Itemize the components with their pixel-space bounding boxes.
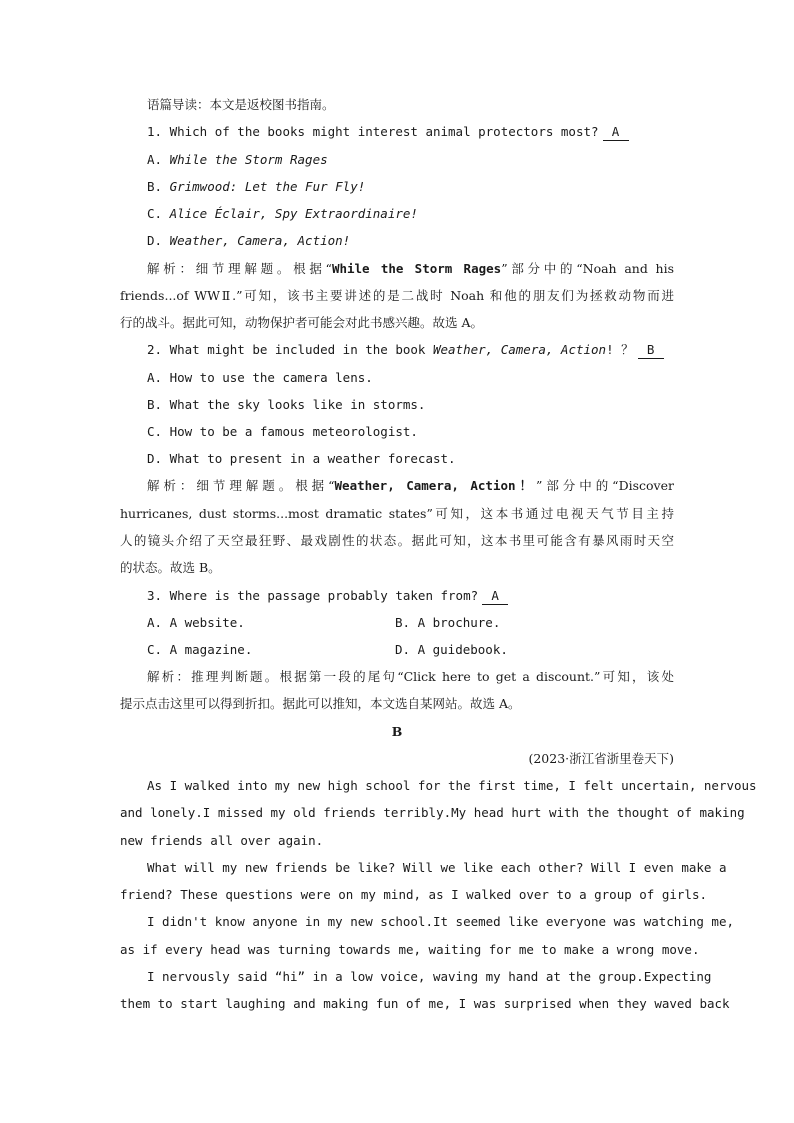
question-1-answer: A bbox=[603, 124, 629, 141]
question-1-analysis-line-3: 行的战斗。据此可知，动物保护者可能会对此书感兴趣。故选 A。 bbox=[120, 315, 484, 330]
option-letter: C. bbox=[147, 206, 170, 221]
question-3-analysis-line-1: 解析：推理判断题。根据第一段的尾句“Click here to get a discount.”可知，该处 bbox=[147, 669, 674, 684]
question-2 bbox=[147, 340, 674, 360]
question-3-options-row-1 bbox=[147, 613, 701, 633]
question-2-option-d: D. What to present in a weather forecast. bbox=[147, 451, 456, 466]
option-title: While the Storm Rages bbox=[169, 152, 328, 167]
analysis-text: 解析：细节理解题。根据“ bbox=[147, 478, 335, 493]
option-letter: A. bbox=[147, 152, 170, 167]
analysis-book-title: While the Storm Rages bbox=[331, 261, 502, 276]
passage-line-2: and lonely.I missed my old friends terribly.My head hurt with the thought of making bbox=[120, 805, 745, 820]
passage-line-7: as if every head was turning towards me, waiting for me to make a wrong move. bbox=[120, 942, 700, 957]
passage-line-5: friend? These questions were on my mind, as I walked over to a group of girls. bbox=[120, 887, 707, 902]
question-3-option-c: C. A magazine. bbox=[147, 642, 253, 657]
analysis-text: ”部分中的“Discover bbox=[535, 478, 674, 493]
question-3-answer: A bbox=[482, 588, 508, 605]
question-2-book-title: Weather, Camera, Action bbox=[432, 342, 607, 357]
question-2-analysis-line-2: hurricanes, dust storms...most dramatic states”可知，这本书通过电视天气节目主持 bbox=[120, 506, 674, 521]
passage-source: (2023·浙江省浙里卷天下) bbox=[528, 751, 674, 766]
option-title: Weather, Camera, Action! bbox=[169, 233, 351, 248]
question-1-analysis-line-1 bbox=[147, 259, 674, 279]
passage-line-3: new friends all over again. bbox=[120, 833, 324, 848]
analysis-text: 解析：细节理解题。根据“ bbox=[147, 261, 332, 276]
question-2-text: 2. What might be included in the book bbox=[147, 342, 433, 357]
analysis-text: ”部分中的“Noah and his bbox=[501, 261, 674, 276]
question-2-option-a: A. How to use the camera lens. bbox=[147, 370, 373, 385]
passage-line-1: As I walked into my new high school for the first time, I felt uncertain, nervous bbox=[147, 778, 757, 793]
option-title: Grimwood: Let the Fur Fly! bbox=[169, 179, 366, 194]
passage-line-9: them to start laughing and making fun of me, I was surprised when they waved back bbox=[120, 996, 730, 1011]
question-1-option-d bbox=[147, 231, 701, 251]
question-1-analysis-line-2: friends...of WWⅡ.”可知，该书主要讲述的是二战时 Noah 和他的朋友们为拯救动物而进 bbox=[120, 288, 674, 303]
option-title: Alice Éclair, Spy Extraordinaire! bbox=[169, 206, 418, 221]
question-2-analysis-line-3: 人的镜头介绍了天空最狂野、最戏剧性的状态。据此可知，这本书里可能含有暴风雨时天空 bbox=[120, 533, 674, 548]
passage-line-4: What will my new friends be like? Will we like each other? Will I even make a bbox=[147, 860, 727, 875]
question-1-text: 1. Which of the books might interest animal protectors most? bbox=[147, 124, 599, 139]
question-3-option-b: B. A brochure. bbox=[395, 615, 501, 630]
question-1-option-b bbox=[147, 177, 701, 197]
question-2-analysis-line-4: 的状态。故选 B。 bbox=[120, 560, 221, 575]
question-2-option-b: B. What the sky looks like in storms. bbox=[147, 397, 426, 412]
section-label: B bbox=[391, 724, 403, 739]
analysis-book-title: Weather, Camera, Action！ bbox=[334, 478, 536, 493]
passage-line-6: I didn't know anyone in my new school.It seemed like everyone was watching me, bbox=[147, 914, 734, 929]
question-3-text: 3. Where is the passage probably taken from? bbox=[147, 588, 479, 603]
question-3-option-d: D. A guidebook. bbox=[395, 642, 508, 657]
question-2-analysis-line-1 bbox=[147, 476, 674, 496]
question-3-option-a: A. A website. bbox=[147, 615, 245, 630]
option-letter: B. bbox=[147, 179, 170, 194]
question-3 bbox=[147, 586, 674, 606]
option-letter: D. bbox=[147, 233, 170, 248]
question-2-option-c: C. How to be a famous meteorologist. bbox=[147, 424, 418, 439]
question-3-analysis-line-2: 提示点击这里可以得到折扣。据此可以推知，本文选自某网站。故选 A。 bbox=[120, 696, 521, 711]
passage-line-8: I nervously said “hi” in a low voice, waving my hand at the group.Expecting bbox=[147, 969, 712, 984]
question-2-text-end: ! ？ bbox=[606, 342, 634, 357]
reading-guide: 语篇导读：本文是返校图书指南。 bbox=[147, 97, 335, 112]
question-2-answer: B bbox=[638, 342, 664, 359]
question-3-options-row-2 bbox=[147, 640, 701, 660]
question-1-option-c bbox=[147, 204, 701, 224]
question-1 bbox=[147, 122, 674, 142]
question-1-option-a bbox=[147, 150, 701, 170]
